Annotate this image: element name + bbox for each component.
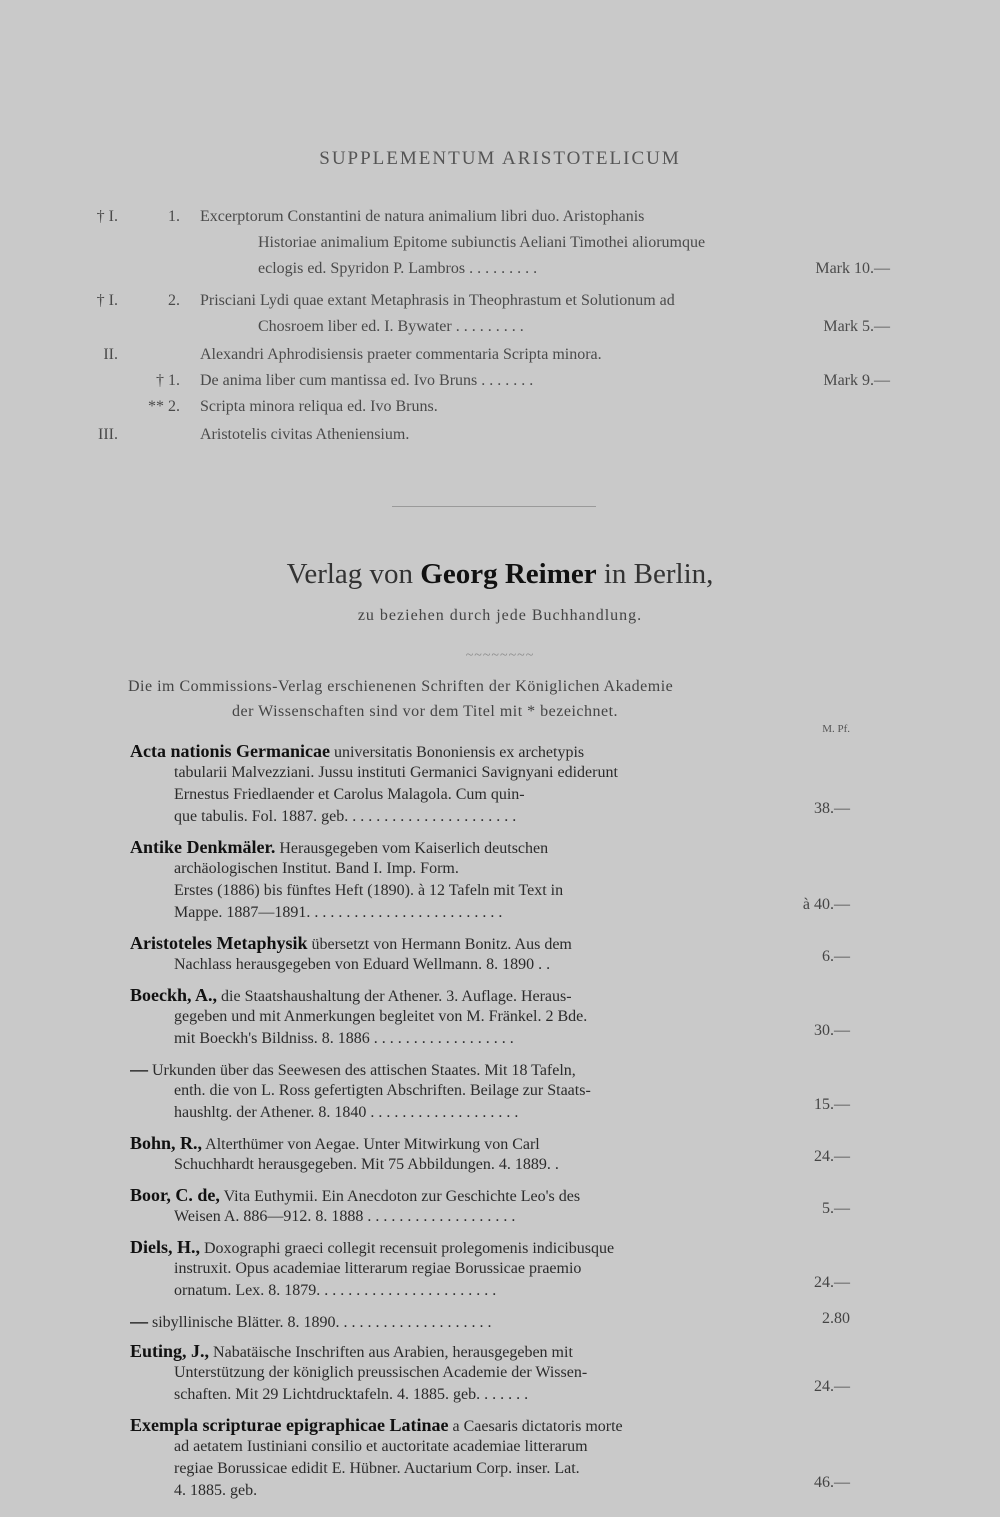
- entry-text: Mappe. 1887—1891. . . . . . . . . . . . . . . . . . . . . . . . .: [174, 904, 503, 921]
- entry-line: [130, 1102, 810, 1124]
- supplement-item-number: 2.: [168, 292, 180, 309]
- entry-line: [130, 1458, 810, 1480]
- entry-line: [130, 1058, 810, 1080]
- supplement-row: [0, 234, 1000, 258]
- entry-text: Erstes (1886) bis fünftes Heft (1890). à 12 Tafeln mit Text in: [174, 882, 564, 899]
- catalog-entry: [130, 1132, 810, 1176]
- entry-text: Unterstützung der königlich preussischen Academie der Wissen-: [174, 1364, 588, 1381]
- catalog-entry: [130, 1340, 810, 1406]
- entry-text: die Staatshaushaltung der Athener. 3. Auflage. Heraus-: [221, 988, 572, 1005]
- publisher-post: in Berlin,: [596, 558, 714, 590]
- entry-heading: Aristoteles Metaphysik: [130, 933, 308, 953]
- supplement-roman-numeral: II.: [103, 346, 118, 363]
- catalog-entry: [130, 1236, 810, 1302]
- supplement-item-number: † 1.: [156, 372, 180, 389]
- entry-line: [130, 836, 810, 858]
- supplement-row: [0, 292, 1000, 316]
- entry-text: Nabatäische Inschriften aus Arabien, herausgegeben mit: [213, 1344, 573, 1361]
- entry-line: [130, 858, 810, 880]
- entry-heading: Euting, J.,: [130, 1341, 210, 1361]
- catalog-entry: [130, 1184, 810, 1228]
- entry-text: universitatis Bononiensis ex archetypis: [333, 744, 585, 761]
- supplement-text: eclogis ed. Spyridon P. Lambros . . . . . . . . .: [258, 260, 538, 277]
- entry-heading: Antike Denkmäler.: [130, 837, 276, 857]
- entry-line: [130, 806, 810, 828]
- entry-price: 2.80: [822, 1310, 850, 1327]
- supplement-text: Chosroem liber ed. I. Bywater . . . . . . . . .: [258, 318, 524, 335]
- supplement-text: Prisciani Lydi quae extant Metaphrasis in Theophrastum et Solutionum ad: [200, 292, 675, 309]
- entry-line: [130, 932, 810, 954]
- entry-heading: Acta nationis Germanicae: [130, 741, 330, 761]
- catalog-entry: [130, 1058, 810, 1124]
- supplement-text: De anima liber cum mantissa ed. Ivo Bruns . . . . . . .: [200, 372, 534, 389]
- ornament: ~~~~~~~~: [465, 648, 535, 663]
- entry-text: ad aetatem Iustiniani consilio et auctoritate academiae litterarum: [174, 1438, 588, 1455]
- notice-line-2: der Wissenschaften sind vor dem Titel mit * bezeichnet.: [232, 703, 619, 720]
- entry-heading: Boeckh, A.,: [130, 985, 218, 1005]
- catalog-entry: [130, 984, 810, 1050]
- entry-price: 6.—: [822, 948, 850, 965]
- entry-text: tabularii Malvezziani. Jussu instituti Germanici Savignyani ediderunt: [174, 764, 618, 781]
- entry-line: [130, 1184, 810, 1206]
- publisher-heading: [0, 558, 1000, 591]
- entry-price: 24.—: [814, 1274, 850, 1291]
- supplement-price: Mark 9.—: [823, 372, 890, 389]
- entry-text: que tabulis. Fol. 1887. geb. . . . . . . . . . . . . . . . . . . . . .: [174, 808, 517, 825]
- entry-heading: Diels, H.,: [130, 1237, 200, 1257]
- entry-line: [130, 740, 810, 762]
- supplement-row: [0, 260, 1000, 284]
- entry-line: [130, 1362, 810, 1384]
- supplement-row: [0, 318, 1000, 342]
- supplement-item-number: ** 2.: [148, 398, 180, 415]
- entry-line: [130, 1280, 810, 1302]
- entry-text: übersetzt von Hermann Bonitz. Aus dem: [311, 936, 572, 953]
- entry-line: [130, 880, 810, 902]
- entry-line: [130, 1384, 810, 1406]
- supplement-text: Excerptorum Constantini de natura animalium libri duo. Aristophanis: [200, 208, 645, 225]
- entry-line: [130, 1132, 810, 1154]
- entry-text: Nachlass herausgegeben von Eduard Wellmann. 8. 1890 . .: [174, 956, 551, 973]
- entry-text: regiae Borussicae edidit E. Hübner. Auctarium Corp. inser. Lat.: [174, 1460, 580, 1477]
- supplement-price: Mark 10.—: [815, 260, 890, 277]
- price-column-header: M. Pf.: [822, 723, 850, 735]
- catalog-entry: [130, 1310, 810, 1332]
- entry-text: mit Boeckh's Bildniss. 8. 1886 . . . . . . . . . . . . . . . . . .: [174, 1030, 514, 1047]
- entry-line: [130, 762, 810, 784]
- entry-text: Herausgegeben vom Kaiserlich deutschen: [279, 840, 549, 857]
- entry-text: schaften. Mit 29 Lichtdrucktafeln. 4. 1885. geb. . . . . . .: [174, 1386, 529, 1403]
- entry-text: Vita Euthymii. Ein Anecdoton zur Geschichte Leo's des: [223, 1188, 581, 1205]
- entry-line: [130, 1006, 810, 1028]
- supplement-roman-numeral: III.: [98, 426, 118, 443]
- entry-text: Urkunden über das Seewesen des attischen Staates. Mit 18 Tafeln,: [152, 1062, 576, 1079]
- publisher-name: Georg Reimer: [420, 558, 597, 590]
- entry-text: 4. 1885. geb.: [174, 1482, 258, 1499]
- entry-text: enth. die von L. Ross gefertigten Abschriften. Beilage zur Staats-: [174, 1082, 591, 1099]
- entry-text: instruxit. Opus academiae litterarum regiae Borussicae praemio: [174, 1260, 582, 1277]
- entry-text: Alterthümer von Aegae. Unter Mitwirkung von Carl: [205, 1136, 540, 1153]
- entry-price: 24.—: [814, 1148, 850, 1165]
- catalog-entry: [130, 1414, 810, 1502]
- supplement-row: [0, 426, 1000, 450]
- supplement-row: [0, 346, 1000, 370]
- catalog-entry: [130, 836, 810, 924]
- supplement-row: [0, 372, 1000, 396]
- entry-line: [130, 1206, 810, 1228]
- supplement-title: SUPPLEMENTUM ARISTOTELICUM: [319, 148, 681, 169]
- entry-line: [130, 954, 810, 976]
- entry-heading: —: [130, 1059, 148, 1079]
- supplement-text: Alexandri Aphrodisiensis praeter commentaria Scripta minora.: [200, 346, 602, 363]
- entry-text: ornatum. Lex. 8. 1879. . . . . . . . . . . . . . . . . . . . . . .: [174, 1282, 497, 1299]
- supplement-text: Historiae animalium Epitome subiunctis Aeliani Timothei aliorumque: [258, 234, 706, 251]
- catalog-entry: [130, 932, 810, 976]
- entry-line: [130, 1310, 810, 1332]
- entry-heading: —: [130, 1311, 148, 1331]
- supplement-roman-numeral: † I.: [96, 208, 118, 225]
- supplement-row: [0, 398, 1000, 422]
- supplement-text: Scripta minora reliqua ed. Ivo Bruns.: [200, 398, 438, 415]
- entry-price: à 40.—: [802, 896, 850, 913]
- entry-line: [130, 1436, 810, 1458]
- entry-line: [130, 1340, 810, 1362]
- entry-price: 38.—: [814, 800, 850, 817]
- supplement-text: Aristotelis civitas Atheniensium.: [200, 426, 410, 443]
- supplement-row: [0, 208, 1000, 232]
- entry-text: a Caesaris dictatoris morte: [452, 1418, 623, 1435]
- entry-text: archäologischen Institut. Band I. Imp. Form.: [174, 860, 459, 877]
- entry-price: 24.—: [814, 1378, 850, 1395]
- entry-text: haushltg. der Athener. 8. 1840 . . . . . . . . . . . . . . . . . . .: [174, 1104, 519, 1121]
- entry-price: 30.—: [814, 1022, 850, 1039]
- entry-line: [130, 1080, 810, 1102]
- entry-line: [130, 784, 810, 806]
- entry-text: gegeben und mit Anmerkungen begleitet von M. Fränkel. 2 Bde.: [174, 1008, 588, 1025]
- entry-line: [130, 1258, 810, 1280]
- publisher-subtitle: zu beziehen durch jede Buchhandlung.: [357, 607, 643, 624]
- entry-line: [130, 984, 810, 1006]
- supplement-item-number: 1.: [168, 208, 180, 225]
- entry-text: Weisen A. 886—912. 8. 1888 . . . . . . . . . . . . . . . . . . .: [174, 1208, 516, 1225]
- entry-text: Doxographi graeci collegit recensuit prolegomenis indicibusque: [204, 1240, 615, 1257]
- entry-line: [130, 1236, 810, 1258]
- entry-line: [130, 902, 810, 924]
- entry-text: Ernestus Friedlaender et Carolus Malagola. Cum quin-: [174, 786, 525, 803]
- entry-line: [130, 1480, 810, 1502]
- entry-line: [130, 1028, 810, 1050]
- entry-heading: Exempla scripturae epigraphicae Latinae: [130, 1415, 449, 1435]
- supplement-price: Mark 5.—: [823, 318, 890, 335]
- entry-heading: Bohn, R.,: [130, 1133, 203, 1153]
- entry-price: 46.—: [814, 1474, 850, 1491]
- supplement-roman-numeral: † I.: [96, 292, 118, 309]
- notice-line-1: Die im Commissions-Verlag erschienenen Schriften der Königlichen Akademie: [128, 678, 674, 695]
- section-divider: [392, 506, 596, 507]
- entry-heading: Boor, C. de,: [130, 1185, 220, 1205]
- entry-line: [130, 1154, 810, 1176]
- entry-text: Schuchhardt herausgegeben. Mit 75 Abbildungen. 4. 1889. .: [174, 1156, 559, 1173]
- entry-price: 15.—: [814, 1096, 850, 1113]
- entry-line: [130, 1414, 810, 1436]
- publisher-pre: Verlag von: [286, 558, 421, 590]
- entry-text: sibyllinische Blätter. 8. 1890. . . . . . . . . . . . . . . . . . . .: [152, 1314, 492, 1331]
- catalog-entry: [130, 740, 810, 828]
- entry-price: 5.—: [822, 1200, 850, 1217]
